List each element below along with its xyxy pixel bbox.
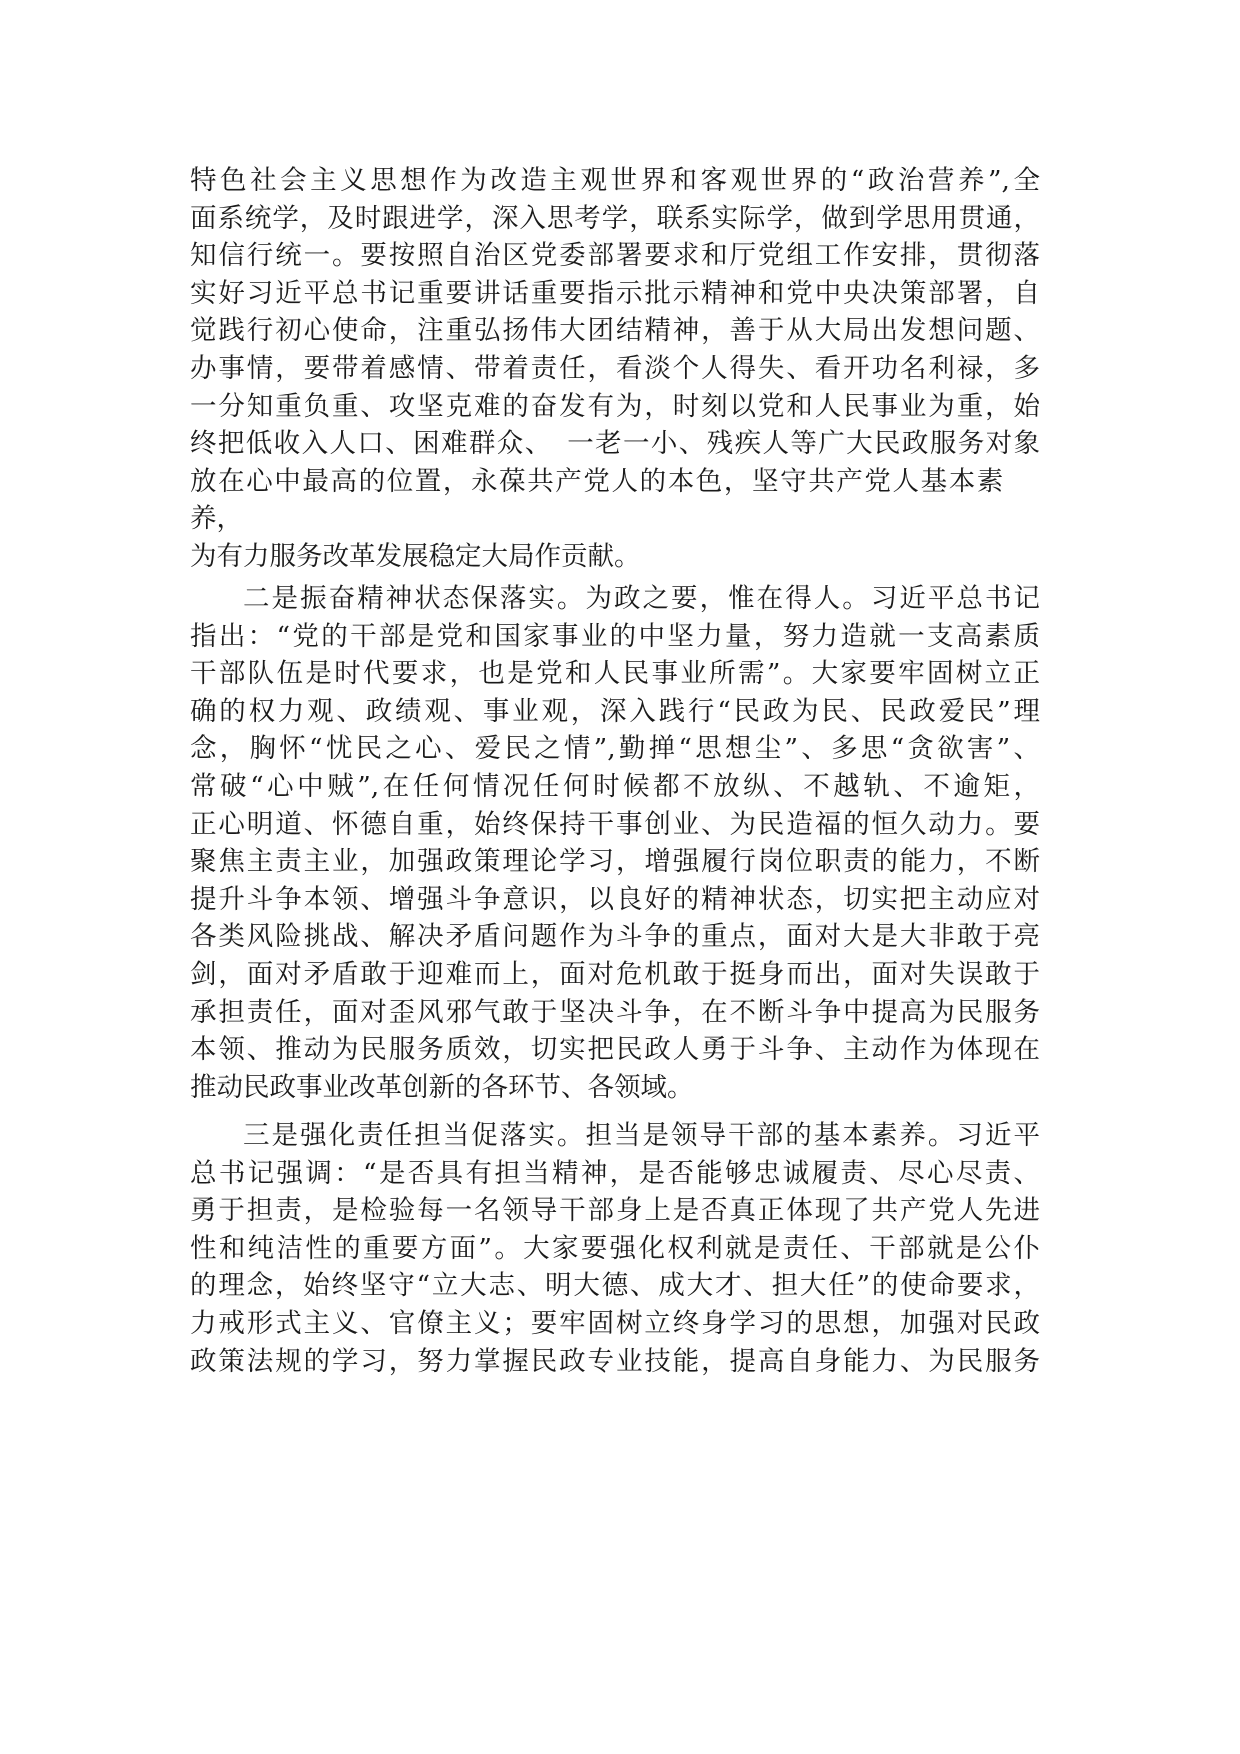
paragraph-2 [190, 580, 1040, 1106]
paragraph-line: 养， [190, 503, 243, 535]
paragraph-1 [190, 162, 1040, 576]
paragraph-line: 总书记强调：“是否具有担当精神，是否能够忠诚履责、尽心尽责、 [190, 1157, 1040, 1189]
paragraph-line: 承担责任，面对歪风邪气敢于坚决斗争，在不断斗争中提高为民服务 [190, 996, 1040, 1028]
paragraph-line: 为有力服务改革发展稳定大局作贡献。 [190, 540, 641, 572]
paragraph-line: 力戒形式主义、官僚主义；要牢固树立终身学习的思想，加强对民政 [190, 1307, 1040, 1339]
paragraph-line: 终把低收入人口、困难群众、 一老一小、残疾人等广大民政服务对象 [190, 428, 1040, 460]
paragraph-line: 聚焦主责主业，加强政策理论学习，增强履行岗位职责的能力，不断 [190, 846, 1040, 878]
paragraph-line: 政策法规的学习，努力掌握民政专业技能，提高自身能力、为民服务 [190, 1345, 1040, 1377]
paragraph-line: 正心明道、怀德自重，始终保持干事创业、为民造福的恒久动力。要 [190, 808, 1040, 840]
paragraph-line: 确的权力观、政绩观、事业观，深入践行“民政为民、民政爱民”理 [190, 695, 1040, 727]
paragraph-line: 实好习近平总书记重要讲话重要指示批示精神和党中央决策部署，自 [190, 277, 1040, 309]
paragraph-line: 放在心中最高的位置，永葆共产党人的本色，坚守共产党人基本素 [190, 465, 1005, 497]
paragraph-line: 推动民政事业改革创新的各环节、各领域。 [190, 1071, 694, 1103]
paragraph-3 [190, 1117, 1040, 1380]
paragraph-line: 本领、推动为民服务质效，切实把民政人勇于斗争、主动作为体现在 [190, 1034, 1040, 1066]
paragraph-line: 特色社会主义思想作为改造主观世界和客观世界的“政治营养”,全 [190, 165, 1040, 196]
paragraph-line: 提升斗争本领、增强斗争意识，以良好的精神状态，切实把主动应对 [190, 883, 1040, 915]
paragraph-line: 指出：“党的干部是党和国家事业的中坚力量，努力造就一支高素质 [190, 620, 1040, 652]
paragraph-line: 觉践行初心使命，注重弘扬伟大团结精神，善于从大局出发想问题、 [190, 315, 1040, 347]
paragraph-line: 一分知重负重、攻坚克难的奋发有为，时刻以党和人民事业为重，始 [190, 390, 1040, 422]
paragraph-line: 各类风险挑战、解决矛盾问题作为斗争的重点，面对大是大非敢于亮 [190, 921, 1040, 953]
paragraph-line: 三是强化责任担当促落实。担当是领导干部的基本素养。习近平 [243, 1120, 1040, 1151]
paragraph-line: 知信行统一。要按照自治区党委部署要求和厅党组工作安排，贯彻落 [190, 240, 1040, 272]
paragraph-line: 剑，面对矛盾敢于迎难而上，面对危机敢于挺身而出，面对失误敢于 [190, 958, 1040, 990]
paragraph-line: 勇于担责，是检验每一名领导干部身上是否真正体现了共产党人先进 [190, 1195, 1040, 1227]
paragraph-line: 常破“心中贼”,在任何情况任何时候都不放纵、不越轨、不逾矩， [190, 770, 1040, 802]
paragraph-line: 面系统学，及时跟进学，深入思考学，联系实际学，做到学思用贯通， [190, 202, 1040, 234]
paragraph-line: 办事情，要带着感情、带着责任，看淡个人得失、看开功名利禄，多 [190, 352, 1040, 384]
paragraph-line: 的理念，始终坚守“立大志、明大德、成大才、担大任”的使命要求， [190, 1270, 1040, 1302]
paragraph-line: 念，胸怀“忧民之心、爱民之情”,勤掸“思想尘”、多思“贪欲害”、 [190, 733, 1040, 765]
paragraph-line: 性和纯洁性的重要方面”。大家要强化权利就是责任、干部就是公仆 [190, 1232, 1040, 1264]
paragraph-line: 干部队伍是时代要求，也是党和人民事业所需”。大家要牢固树立正 [190, 658, 1040, 690]
paragraph-line: 二是振奋精神状态保落实。为政之要，惟在得人。习近平总书记 [243, 583, 1040, 614]
